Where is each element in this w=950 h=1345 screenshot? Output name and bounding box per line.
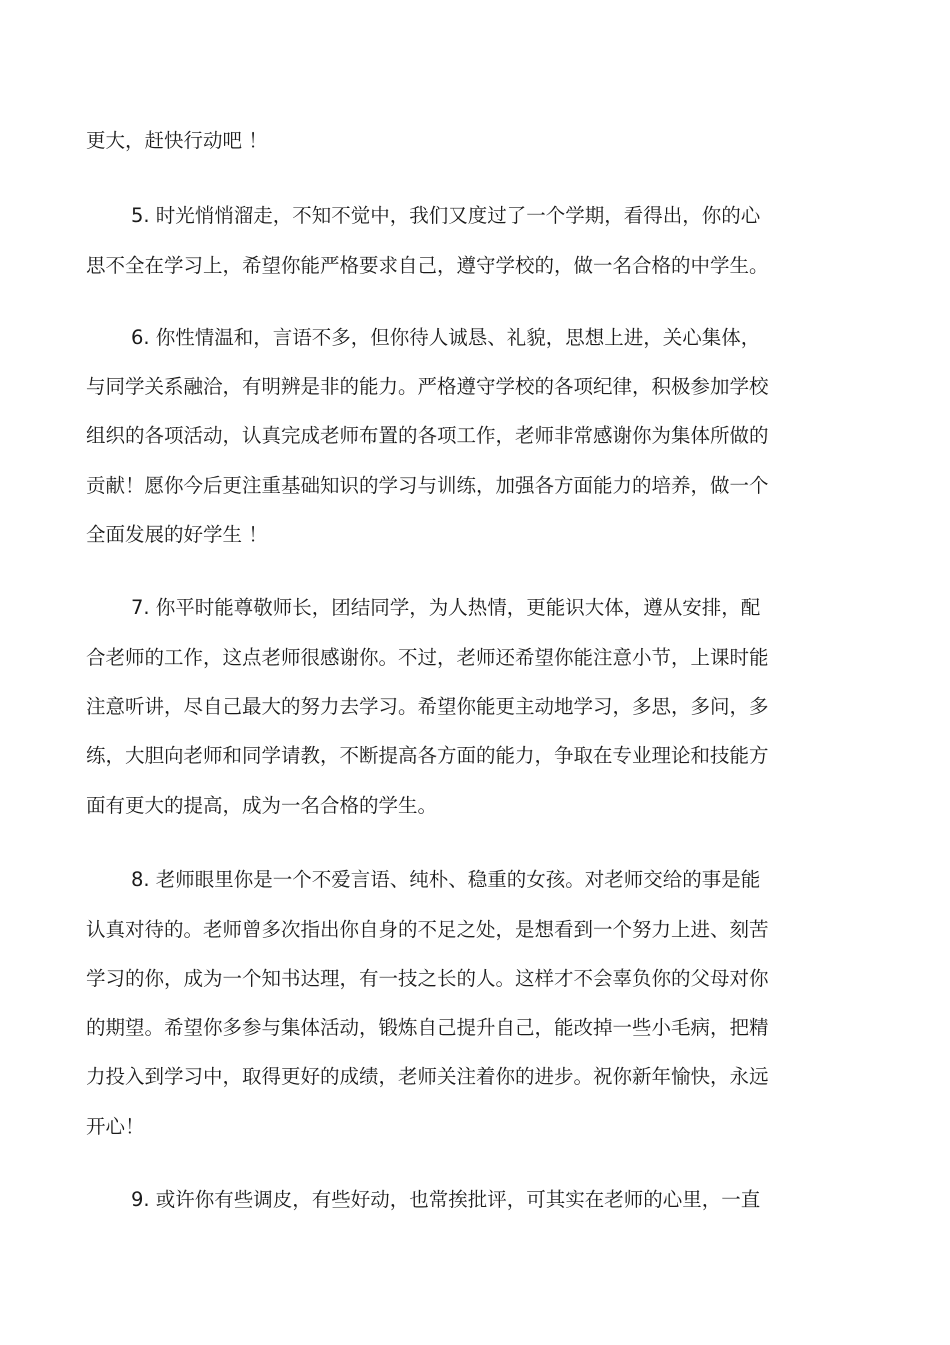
text-line: 全面发展的好学生 ！ — [86, 523, 268, 546]
text-line: 学习的你，成为一个知书达理，有一技之长的人。这样才不会辜负你的父母对你 — [86, 967, 769, 990]
paragraph-7-first-line: 7. 你平时能尊敬师长，团结同学，为人热情，更能识大体，遵从安排，配 — [131, 596, 761, 619]
text-line: 思不全在学习上，希望你能严格要求自己，遵守学校的，做一名合格的中学生。 — [86, 254, 769, 277]
paragraph-5-first-line: 5. 时光悄悄溜走，不知不觉中，我们又度过了一个学期，看得出，你的心 — [131, 204, 761, 227]
text-line: 组织的各项活动，认真完成老师布置的各项工作，老师非常感谢你为集体所做的 — [86, 424, 769, 447]
paragraph-9-first-line: 9. 或许你有些调皮，有些好动，也常挨批评，可其实在老师的心里，一直 — [131, 1188, 761, 1211]
text-line: 与同学关系融洽，有明辨是非的能力。严格遵守学校的各项纪律，积极参加学校 — [86, 375, 769, 398]
text-line: 的期望。希望你多参与集体活动，锻炼自己提升自己，能改掉一些小毛病，把精 — [86, 1016, 769, 1039]
text-line: 贡献！愿你今后更注重基础知识的学习与训练，加强各方面能力的培养，做一个 — [86, 474, 769, 497]
paragraph-6-first-line: 6. 你性情温和，言语不多，但你待人诚恳、礼貌，思想上进，关心集体， — [131, 326, 761, 349]
text-line: 更大，赶快行动吧 ！ — [86, 129, 268, 152]
text-line: 力投入到学习中，取得更好的成绩，老师关注着你的进步。祝你新年愉快，永远 — [86, 1065, 769, 1088]
paragraph-8-first-line: 8. 老师眼里你是一个不爱言语、纯朴、稳重的女孩。对老师交给的事是能 — [131, 868, 761, 891]
text-line: 开心！ — [86, 1115, 145, 1138]
text-line: 练，大胆向老师和同学请教，不断提高各方面的能力，争取在专业理论和技能方 — [86, 744, 769, 767]
text-line: 注意听讲，尽自己最大的努力去学习。希望你能更主动地学习，多思，多问，多 — [86, 695, 769, 718]
text-line: 面有更大的提高，成为一名合格的学生。 — [86, 794, 438, 817]
text-line: 合老师的工作，这点老师很感谢你。不过，老师还希望你能注意小节，上课时能 — [86, 646, 769, 669]
text-line: 认真对待的。老师曾多次指出你自身的不足之处，是想看到一个努力上进、刻苦 — [86, 918, 769, 941]
